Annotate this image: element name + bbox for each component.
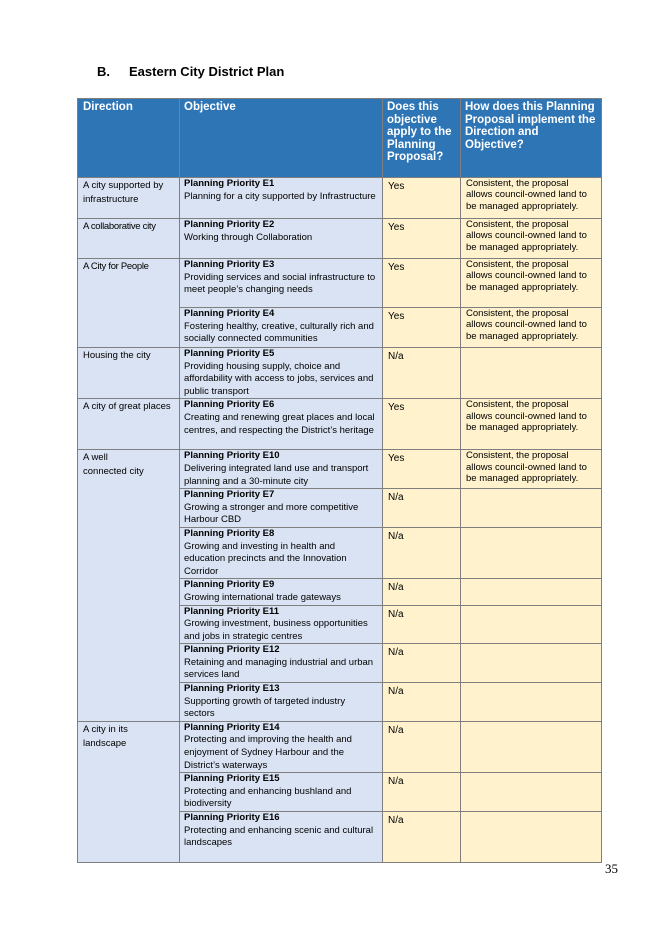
priority-label: Planning Priority E2 xyxy=(184,219,275,230)
priority-description: Creating and renewing great places and local centres, and respecting the District’s heritage xyxy=(184,411,375,436)
implementation-cell xyxy=(461,721,602,772)
implementation-cell xyxy=(461,348,602,399)
priority-label: Planning Priority E9 xyxy=(184,579,275,591)
applies-cell: N/a xyxy=(383,812,461,863)
table-row xyxy=(78,219,602,259)
direction-label: A city in its landscape xyxy=(83,723,128,749)
objective-cell xyxy=(180,812,383,863)
objective-cell xyxy=(180,178,383,219)
objective-cell xyxy=(180,579,383,605)
applies-cell: N/a xyxy=(383,527,461,578)
table-row xyxy=(78,348,602,399)
direction-cell xyxy=(78,450,180,721)
priority-description: Supporting growth of targeted industry sectors xyxy=(184,695,346,720)
applies-cell: Yes xyxy=(383,399,461,450)
priority-description: Protecting and enhancing bushland and biodiversity xyxy=(184,785,352,810)
priority-description: Growing investment, business opportunities and jobs in strategic centres xyxy=(184,618,368,642)
priority-description: Planning for a city supported by Infrastructure xyxy=(184,190,376,202)
implementation-cell xyxy=(461,683,602,722)
applies-cell: N/a xyxy=(383,348,461,399)
direction-cell: A city of great places xyxy=(78,399,180,450)
implementation-cell xyxy=(461,579,602,605)
table-row xyxy=(78,178,602,219)
objective-cell xyxy=(180,527,383,578)
header-objective: Objective xyxy=(180,99,383,178)
priority-description: Growing and investing in health and education precincts and the Innovation Corridor xyxy=(184,540,347,577)
direction-cell: A city supported by infrastructure xyxy=(78,178,180,219)
header-applies: Does this objective apply to the Planning Proposal? xyxy=(383,99,461,178)
applies-cell: Yes xyxy=(383,450,461,489)
objective-cell xyxy=(180,644,383,683)
table-header-row xyxy=(78,99,602,178)
direction-cell: A collaborative city xyxy=(78,219,180,259)
priority-description: Providing housing supply, choice and affordability with access to jobs, services and public transport xyxy=(184,360,374,397)
priority-description: Protecting and improving the health and enjoyment of Sydney Harbour and the District’s waterways xyxy=(184,734,352,771)
direction-label: A well connected city xyxy=(83,452,144,478)
section-title: Eastern City District Plan xyxy=(129,64,285,79)
applies-cell: N/a xyxy=(383,605,461,644)
objective-cell xyxy=(180,399,383,450)
priority-label: Planning Priority E7 xyxy=(184,489,275,501)
priority-description: Providing services and social infrastructure to meet people’s changing needs xyxy=(184,271,376,296)
implementation-cell xyxy=(461,644,602,683)
priority-description: Delivering integrated land use and transport planning and a 30-minute city xyxy=(184,462,369,487)
objective-cell xyxy=(180,773,383,812)
implementation-cell: Consistent, the proposal allows council-owned land to be managed appropriately. xyxy=(461,178,602,219)
priority-description: Growing international trade gateways xyxy=(184,591,341,603)
objective-cell xyxy=(180,721,383,772)
table-row xyxy=(78,259,602,308)
implementation-cell xyxy=(461,812,602,863)
implementation-cell xyxy=(461,489,602,528)
applies-cell: N/a xyxy=(383,489,461,528)
direction-cell: Housing the city xyxy=(78,348,180,399)
header-how: How does this Planning Proposal implement the Direction and Objective? xyxy=(461,99,602,178)
objective-cell xyxy=(180,259,383,308)
section-letter: B. xyxy=(97,64,110,79)
applies-cell: Yes xyxy=(383,219,461,259)
applies-cell: N/a xyxy=(383,579,461,605)
priority-label: Planning Priority E5 xyxy=(184,348,275,359)
applies-cell: N/a xyxy=(383,683,461,722)
applies-cell: N/a xyxy=(383,721,461,772)
objective-cell xyxy=(180,450,383,489)
objective-cell xyxy=(180,308,383,348)
table-row xyxy=(78,450,602,489)
planning-table xyxy=(77,98,602,863)
objective-cell xyxy=(180,489,383,528)
objective-cell xyxy=(180,683,383,722)
priority-label: Planning Priority E13 xyxy=(184,683,280,695)
priority-label: Planning Priority E3 xyxy=(184,259,275,270)
priority-label: Planning Priority E8 xyxy=(184,527,275,539)
implementation-cell xyxy=(461,773,602,812)
implementation-cell xyxy=(461,527,602,578)
priority-description: Growing a stronger and more competitive Harbour CBD xyxy=(184,501,359,526)
priority-description: Fostering healthy, creative, culturally rich and socially connected communities xyxy=(184,320,374,345)
priority-label: Planning Priority E11 xyxy=(184,605,280,617)
applies-cell: Yes xyxy=(383,178,461,219)
priority-label: Planning Priority E15 xyxy=(184,773,280,785)
objective-cell xyxy=(180,605,383,644)
applies-cell: Yes xyxy=(383,259,461,308)
objective-cell xyxy=(180,348,383,399)
section-heading xyxy=(97,64,284,79)
priority-description: Protecting and enhancing scenic and cultural landscapes xyxy=(184,824,374,849)
priority-description: Working through Collaboration xyxy=(184,231,313,243)
direction-cell xyxy=(78,721,180,862)
priority-label: Planning Priority E10 xyxy=(184,450,280,462)
priority-label: Planning Priority E1 xyxy=(184,178,275,189)
priority-label: Planning Priority E6 xyxy=(184,399,275,411)
priority-label: Planning Priority E12 xyxy=(184,644,280,656)
implementation-cell: Consistent, the proposal allows council-owned land to be managed appropriately. xyxy=(461,399,602,450)
priority-description: Retaining and managing industrial and urban services land xyxy=(184,656,374,681)
priority-label: Planning Priority E14 xyxy=(184,721,280,733)
objective-cell xyxy=(180,219,383,259)
applies-cell: N/a xyxy=(383,773,461,812)
table-row xyxy=(78,721,602,772)
applies-cell: Yes xyxy=(383,308,461,348)
priority-label: Planning Priority E4 xyxy=(184,308,275,319)
direction-cell: A City for People xyxy=(78,259,180,348)
applies-cell: N/a xyxy=(383,644,461,683)
implementation-cell: Consistent, the proposal allows council-owned land to be managed appropriately. xyxy=(461,308,602,348)
header-direction: Direction xyxy=(78,99,180,178)
table-row xyxy=(78,399,602,450)
implementation-cell xyxy=(461,605,602,644)
implementation-cell: Consistent, the proposal allows council-owned land to be managed appropriately. xyxy=(461,219,602,259)
implementation-cell: Consistent, the proposal allows council-owned land to be managed appropriately. xyxy=(461,259,602,308)
page-number: 35 xyxy=(605,861,618,876)
implementation-cell: Consistent, the proposal allows council-owned land to be managed appropriately. xyxy=(461,450,602,489)
priority-label: Planning Priority E16 xyxy=(184,812,280,823)
